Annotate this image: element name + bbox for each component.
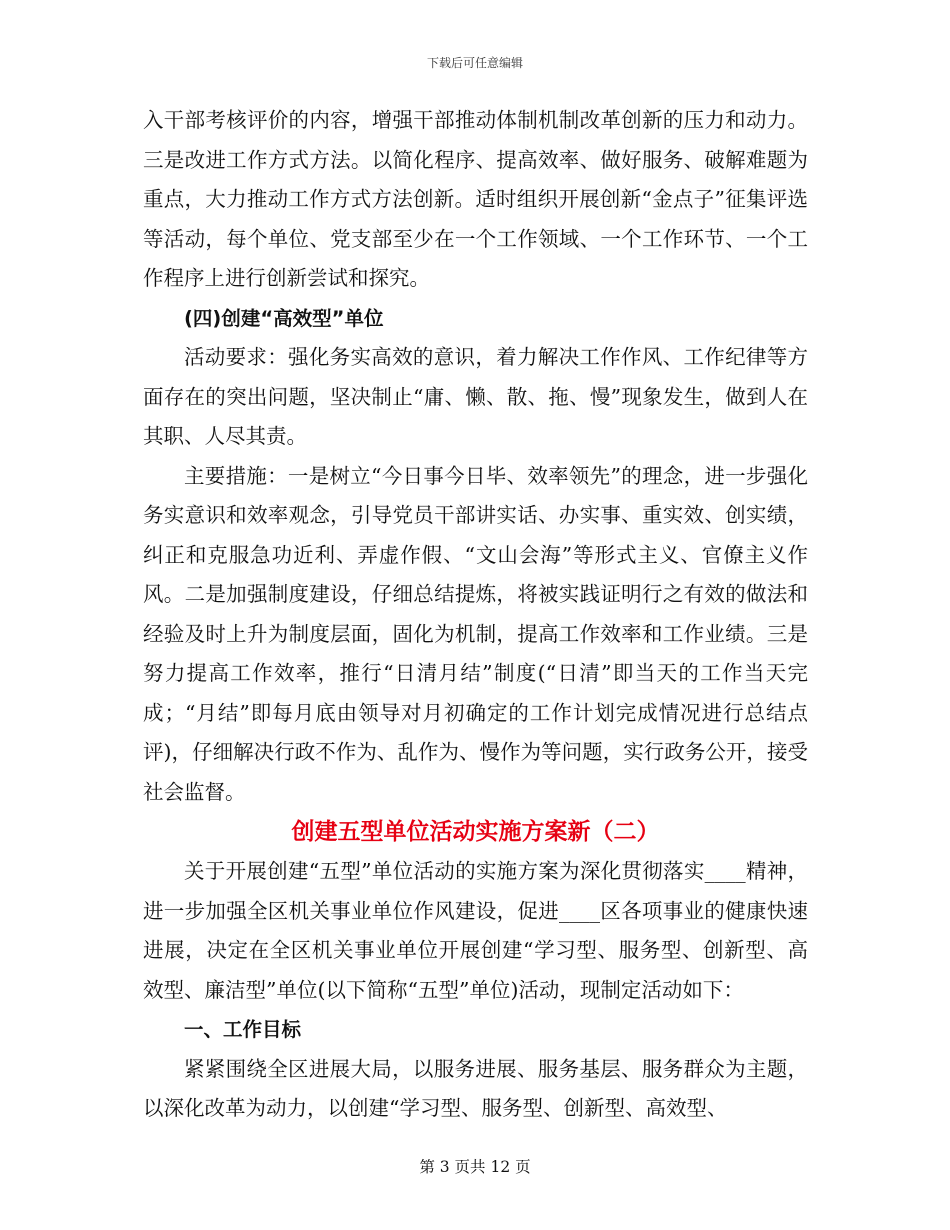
paragraph-intro: 关于开展创建“五型”单位活动的实施方案为深化贯彻落实____精神，进一步加强全区机关事业单位作风建设，促进____区各项事业的健康快速进展，决定在全区机关事业单位开展创建“学习型、服务型、创新型、高效型、廉洁型”单位(以下简称“五型”单位)活动，现制定活动如下： <box>143 859 808 1002</box>
paragraph-continuation: 入干部考核评价的内容，增强干部推动体制机制改革创新的压力和动力。三是改进工作方式方法。以简化程序、提高效率、做好服务、破解难题为重点，大力推动工作方式方法创新。适时组织开展创新“金点子”征集评选等活动，每个单位、党支部至少在一个工作领域、一个工作环节、一个工作程序上进行创新尝试和探究。 <box>143 108 808 290</box>
document-title: 创建五型单位活动实施方案新（二） <box>291 819 660 845</box>
section-heading-goals: 一、工作目标 <box>184 1018 302 1041</box>
document-body <box>143 101 808 1129</box>
paragraph-main-measures: 主要措施：一是树立“今日事今日毕、效率领先”的理念，进一步强化务实意识和效率观念，引导党员干部讲实话、办实事、重实效、创实绩，纠正和克服急功近利、弄虚作假、“文山会海”等形式主义、官僚主义作风。二是加强制度建设，仔细总结提炼，将被实践证明行之有效的做法和经验及时上升为制度层面，固化为机制，提高工作效率和工作业绩。三是努力提高工作效率，推行“日清月结”制度(“日清”即当天的工作当天完成；“月结”即每月底由领导对月初确定的工作计划完成情况进行总结点评)，仔细解决行政不作为、乱作为、慢作为等问题，实行政务公开，接受社会监督。 <box>143 463 808 804</box>
page-header: 下载后可任意编辑 <box>426 56 523 70</box>
section-heading-gaoxiao: (四)创建“高效型”单位 <box>184 306 384 330</box>
page-footer: 第 3 页共 12 页 <box>419 1158 531 1176</box>
paragraph-activity-requirements: 活动要求：强化务实高效的意识，着力解决工作作风、工作纪律等方面存在的突出问题，坚决制止“庸、懒、散、拖、慢”现象发生，做到人在其职、人尽其责。 <box>143 345 808 448</box>
paragraph-goals: 紧紧围绕全区进展大局，以服务进展、服务基层、服务群众为主题，以深化改革为动力，以创建“学习型、服务型、创新型、高效型、 <box>143 1056 808 1120</box>
